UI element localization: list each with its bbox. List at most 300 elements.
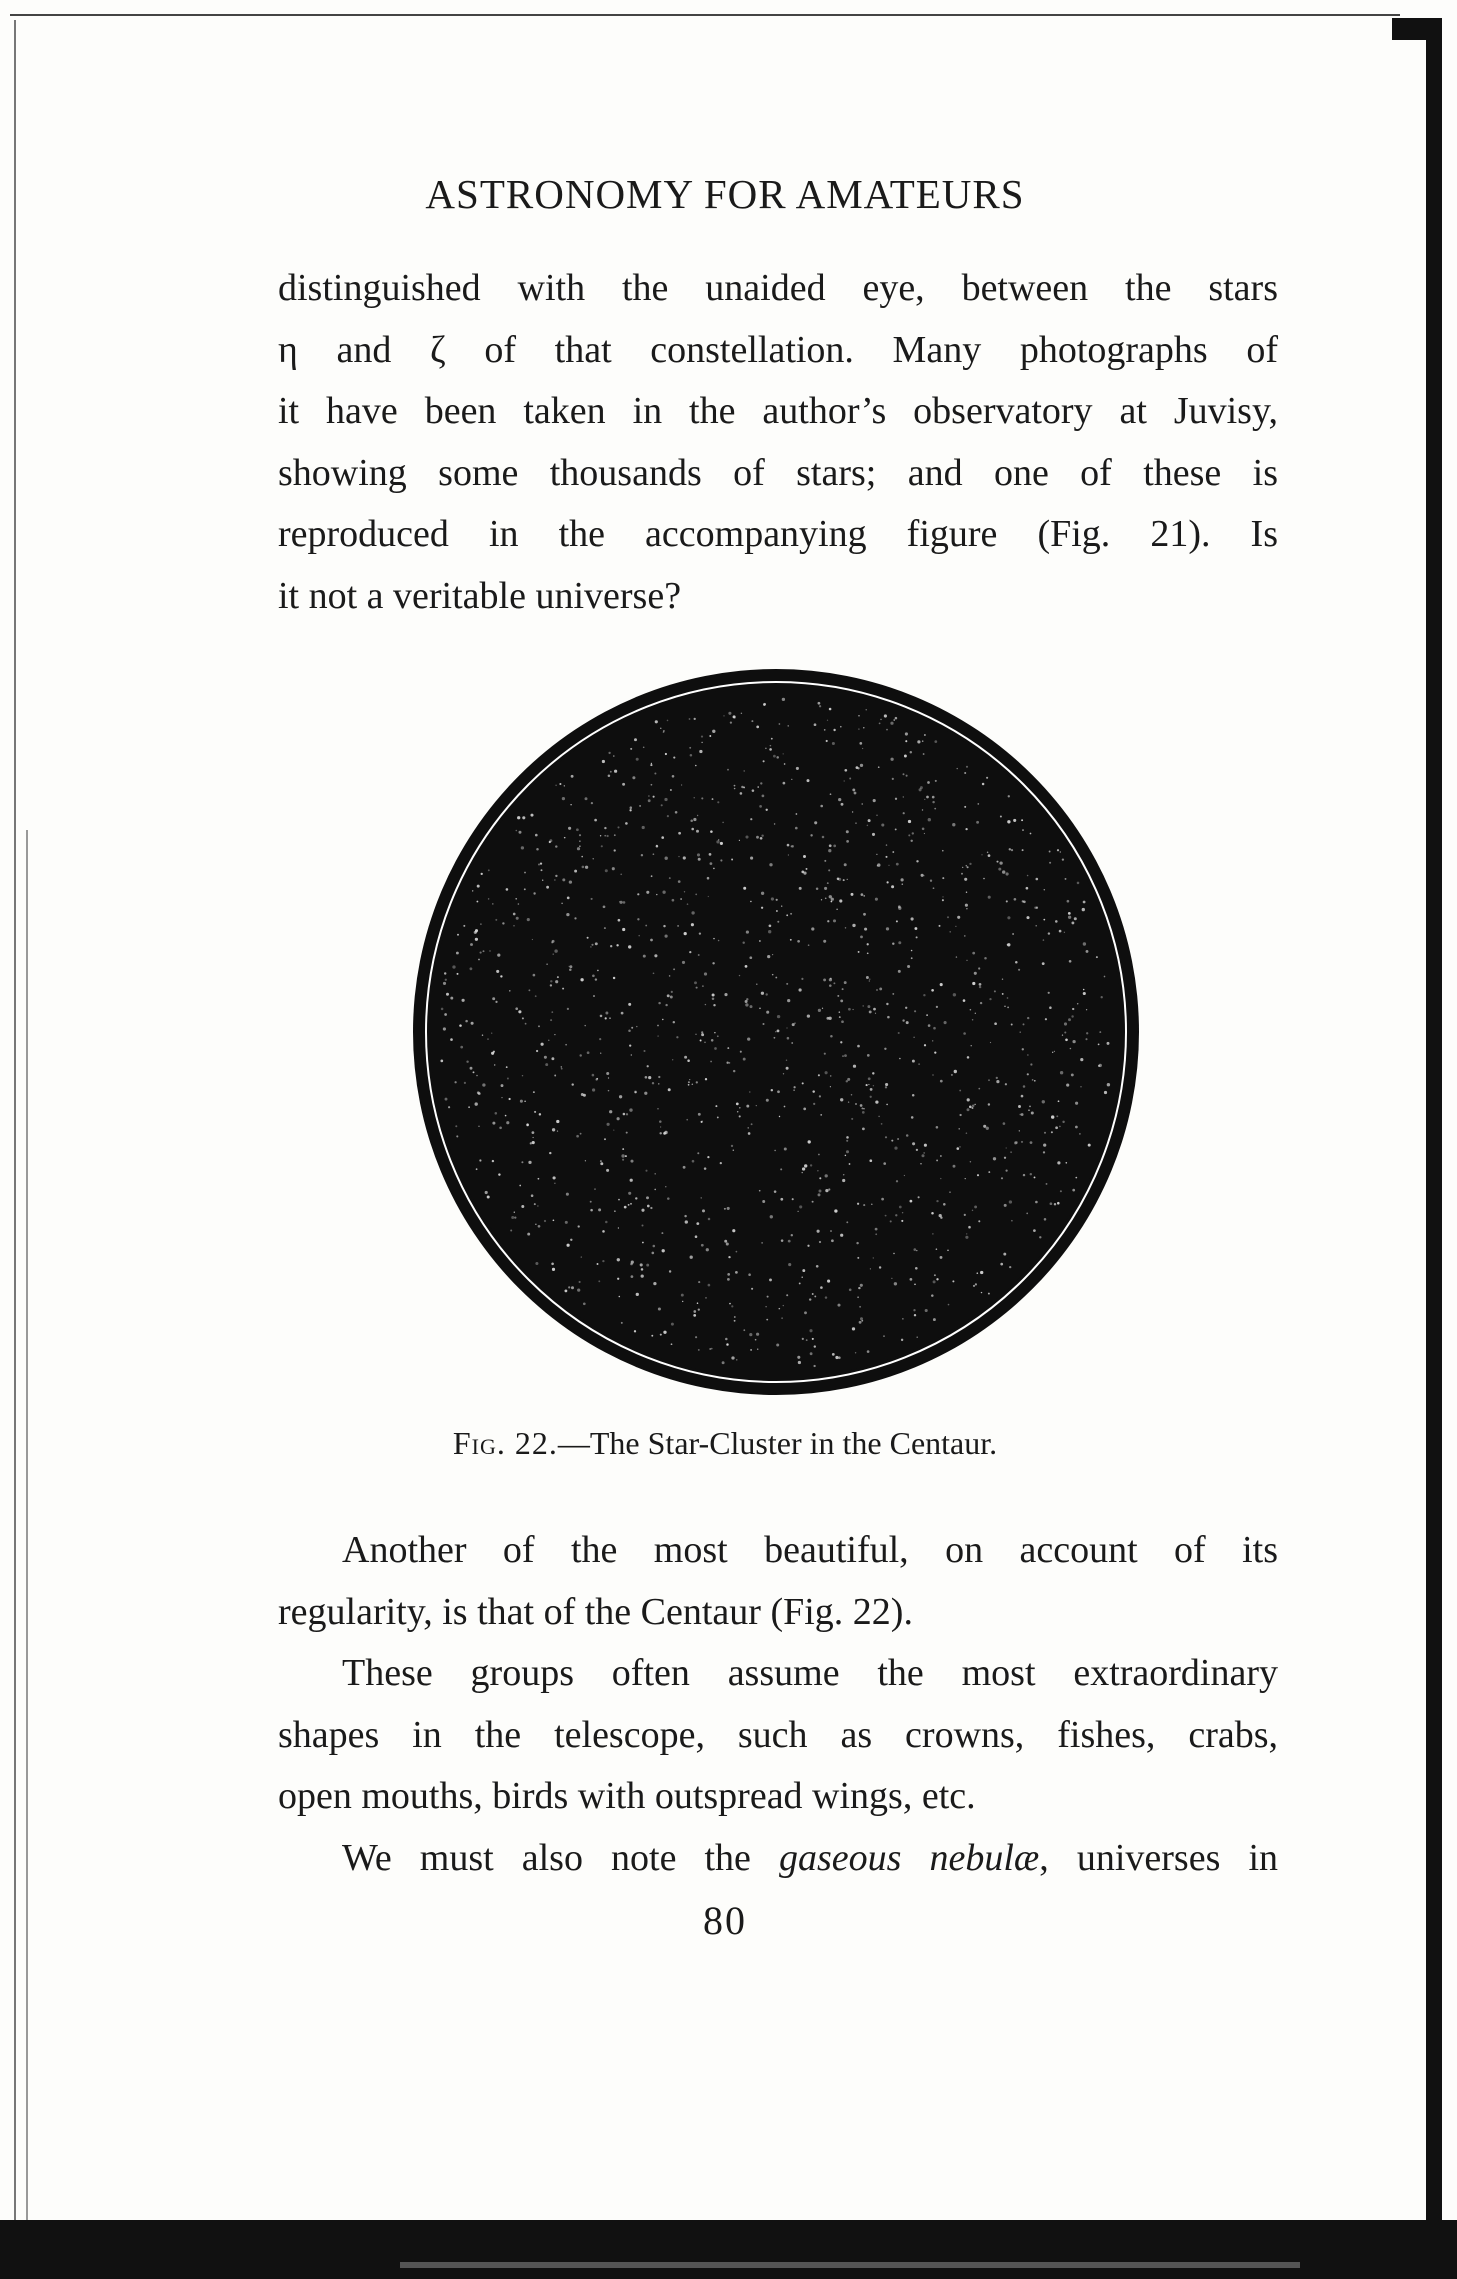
- star-dot: [1042, 1100, 1045, 1103]
- star-dot: [676, 1036, 678, 1038]
- star-dot: [699, 932, 701, 934]
- star-dot: [820, 1286, 823, 1289]
- star-dot: [473, 1071, 475, 1073]
- star-dot: [840, 1041, 842, 1043]
- star-dot: [949, 1192, 950, 1193]
- star-dot: [878, 1116, 880, 1118]
- star-dot: [551, 1011, 553, 1013]
- star-dot: [606, 835, 608, 837]
- star-dot: [766, 1011, 769, 1014]
- star-dot: [678, 880, 681, 883]
- scan-edge-bottom: [0, 2220, 1457, 2279]
- star-dot: [761, 892, 764, 895]
- star-dot: [476, 1168, 478, 1170]
- star-dot: [477, 885, 480, 888]
- star-dot: [541, 1043, 544, 1046]
- star-dot: [1043, 919, 1045, 921]
- star-dot: [1015, 1141, 1018, 1144]
- star-dot: [540, 862, 542, 864]
- star-dot: [898, 970, 901, 973]
- star-dot: [761, 907, 763, 909]
- star-dot: [709, 735, 711, 737]
- star-dot: [598, 1280, 600, 1282]
- star-dot: [814, 1345, 816, 1347]
- star-dot: [1027, 1054, 1028, 1055]
- star-dot: [757, 786, 759, 788]
- star-dot: [682, 961, 685, 964]
- star-dot: [667, 994, 670, 997]
- star-dot: [942, 850, 944, 852]
- star-dot: [1057, 849, 1059, 851]
- star-dot: [913, 1248, 916, 1251]
- star-dot: [709, 1348, 711, 1350]
- star-dot: [491, 1052, 494, 1055]
- star-dot: [983, 878, 985, 880]
- star-dot: [816, 888, 819, 891]
- star-dot: [681, 1294, 684, 1297]
- star-dot: [766, 1319, 768, 1321]
- star-dot: [846, 1140, 848, 1142]
- star-dot: [657, 1035, 658, 1036]
- star-dot: [1004, 1204, 1007, 1207]
- star-dot: [1027, 1073, 1029, 1075]
- star-dot: [849, 778, 851, 780]
- star-dot: [606, 1072, 609, 1075]
- star-dot: [922, 809, 923, 810]
- star-dot: [931, 1294, 934, 1297]
- star-dot: [566, 1193, 569, 1196]
- star-dot: [959, 1090, 961, 1092]
- star-dot: [554, 879, 555, 880]
- star-dot: [810, 834, 812, 836]
- star-dot: [860, 936, 863, 939]
- star-dot: [552, 1268, 555, 1271]
- star-dot: [583, 1094, 586, 1097]
- star-dot: [581, 1256, 582, 1257]
- star-dot: [501, 1084, 504, 1087]
- star-dot: [896, 920, 898, 922]
- star-dot: [597, 1263, 599, 1265]
- star-dot: [1007, 1007, 1009, 1009]
- star-dot: [450, 1038, 453, 1041]
- star-dot: [964, 1214, 966, 1216]
- star-dot: [669, 975, 671, 977]
- star-dot: [788, 854, 789, 855]
- star-dot: [818, 1009, 821, 1012]
- star-dot: [783, 1073, 784, 1074]
- star-dot: [671, 1323, 674, 1326]
- star-dot: [842, 988, 844, 990]
- star-dot: [664, 798, 667, 801]
- star-dot: [711, 1348, 713, 1350]
- star-dot: [934, 1051, 936, 1053]
- star-dot: [691, 828, 694, 831]
- star-dot: [634, 1330, 636, 1332]
- star-dot: [1107, 1042, 1110, 1045]
- star-dot: [818, 1074, 820, 1076]
- star-dot: [854, 792, 857, 795]
- paragraph-1: [278, 258, 1278, 627]
- star-dot: [1060, 1071, 1063, 1074]
- star-dot: [802, 1172, 803, 1173]
- star-dot: [485, 1191, 488, 1194]
- star-dot: [1065, 1162, 1067, 1164]
- star-dot: [607, 1123, 610, 1126]
- star-dot: [702, 1120, 703, 1121]
- star-dot: [760, 837, 763, 840]
- star-dot: [562, 878, 565, 881]
- star-dot: [694, 981, 697, 984]
- star-dot: [661, 1232, 663, 1234]
- star-dot: [829, 984, 832, 987]
- star-dot: [662, 1019, 663, 1020]
- star-dot: [773, 755, 776, 758]
- star-dot: [600, 1015, 603, 1018]
- star-dot: [661, 804, 663, 806]
- star-dot: [930, 880, 932, 882]
- text-line: reproduced in the accompanying figure (Fig. 21). Is: [278, 513, 1278, 555]
- star-dot: [896, 863, 899, 866]
- star-dot: [1074, 917, 1077, 920]
- star-dot: [535, 1262, 538, 1265]
- star-dot: [811, 927, 814, 930]
- star-dot: [1056, 1115, 1058, 1117]
- star-dot: [914, 927, 917, 930]
- star-dot: [875, 1228, 878, 1231]
- star-dot: [443, 982, 446, 985]
- star-dot: [906, 1134, 909, 1137]
- star-dot: [862, 1128, 865, 1131]
- star-dot: [1065, 1038, 1068, 1041]
- star-dot: [579, 1054, 581, 1056]
- star-dot: [647, 1205, 650, 1208]
- star-dot: [641, 1224, 643, 1226]
- star-dot: [828, 849, 831, 852]
- star-dot: [1043, 1143, 1046, 1146]
- star-cluster-illustration: [411, 664, 1141, 1399]
- star-dot: [640, 1263, 643, 1266]
- star-dot: [502, 922, 504, 924]
- star-dot: [1032, 1079, 1034, 1081]
- star-dot: [746, 998, 748, 1000]
- star-dot: [885, 1215, 887, 1217]
- text-line: η and ζ of that constellation. Many photographs of: [278, 328, 1278, 371]
- star-dot: [1011, 1024, 1013, 1026]
- star-dot: [895, 798, 897, 800]
- star-dot: [788, 725, 789, 726]
- star-dot: [591, 802, 593, 804]
- star-dot: [593, 995, 595, 997]
- star-dot: [621, 1322, 623, 1324]
- star-dot: [564, 837, 566, 839]
- star-dot: [567, 1008, 569, 1010]
- star-dot: [632, 776, 635, 779]
- star-dot: [457, 934, 459, 936]
- star-dot: [468, 1106, 470, 1108]
- star-dot: [620, 901, 623, 904]
- star-dot: [844, 981, 847, 984]
- star-dot: [912, 1060, 915, 1063]
- star-dot: [728, 712, 731, 715]
- star-dot: [998, 868, 1001, 871]
- star-dot: [534, 1203, 536, 1205]
- star-dot: [864, 928, 867, 931]
- star-dot: [867, 952, 869, 954]
- star-dot: [860, 764, 863, 767]
- star-dot: [983, 1125, 986, 1128]
- star-dot: [833, 729, 835, 731]
- star-dot: [1029, 1106, 1031, 1108]
- star-dot: [896, 1180, 898, 1182]
- star-dot: [895, 828, 897, 830]
- star-dot: [817, 1230, 820, 1233]
- star-dot: [479, 1159, 481, 1161]
- star-dot: [819, 1241, 821, 1243]
- star-dot: [981, 1292, 982, 1293]
- star-dot: [704, 1167, 707, 1170]
- star-dot: [947, 916, 949, 918]
- star-dot: [996, 861, 998, 863]
- star-dot: [925, 1309, 928, 1312]
- star-dot: [729, 1303, 731, 1305]
- star-dot: [881, 1198, 884, 1201]
- star-dot: [459, 1024, 462, 1027]
- star-dot: [450, 997, 453, 1000]
- star-dot: [868, 1084, 869, 1085]
- star-dot: [727, 769, 729, 771]
- star-dot: [814, 723, 817, 726]
- star-dot: [791, 1234, 793, 1236]
- star-dot: [728, 1256, 730, 1258]
- star-dot: [693, 818, 696, 821]
- star-dot: [684, 1056, 687, 1059]
- star-dot: [630, 748, 632, 750]
- star-dot: [914, 1283, 916, 1285]
- star-dot: [756, 1333, 759, 1336]
- star-dot: [977, 803, 979, 805]
- star-dot: [1069, 960, 1072, 963]
- star-dot: [846, 1150, 849, 1153]
- star-dot: [809, 1298, 811, 1300]
- star-dot: [594, 1188, 595, 1189]
- star-dot: [974, 972, 977, 975]
- star-dot: [879, 723, 881, 725]
- star-dot: [818, 1193, 821, 1196]
- star-dot: [803, 872, 806, 875]
- star-dot: [592, 1074, 595, 1077]
- star-dot: [544, 1220, 546, 1222]
- star-dot: [766, 993, 768, 995]
- star-dot: [522, 816, 525, 819]
- star-dot: [786, 1067, 789, 1070]
- star-dot: [530, 1142, 532, 1144]
- star-dot: [736, 1103, 739, 1106]
- star-dot: [755, 1339, 757, 1341]
- star-dot: [843, 879, 845, 881]
- star-dot: [629, 1108, 632, 1111]
- star-dot: [617, 1117, 620, 1120]
- star-dot: [856, 1242, 858, 1244]
- star-dot: [969, 863, 971, 865]
- star-dot: [595, 978, 597, 980]
- star-dot: [557, 976, 559, 978]
- star-dot: [671, 991, 673, 993]
- star-dot: [839, 899, 842, 902]
- star-dot: [587, 1051, 590, 1054]
- star-dot: [940, 1155, 942, 1157]
- star-dot: [496, 970, 499, 973]
- star-dot: [762, 1023, 764, 1025]
- star-dot: [989, 998, 991, 1000]
- star-dot: [934, 1274, 936, 1276]
- star-dot: [705, 1004, 706, 1005]
- star-dot: [1104, 976, 1106, 978]
- star-dot: [1023, 1174, 1025, 1176]
- star-dot: [932, 796, 935, 799]
- star-dot: [1009, 1200, 1012, 1203]
- star-dot: [595, 942, 598, 945]
- star-dot: [1048, 992, 1050, 994]
- star-dot: [720, 1162, 722, 1164]
- star-dot: [660, 1126, 661, 1127]
- star-dot: [922, 828, 925, 831]
- star-dot: [759, 940, 761, 942]
- star-dot: [635, 1197, 637, 1199]
- star-dot: [749, 956, 752, 959]
- star-dot: [552, 1128, 555, 1131]
- star-dot: [788, 1240, 791, 1243]
- star-dot: [701, 1033, 704, 1036]
- star-dot: [506, 1066, 508, 1068]
- star-dot: [646, 891, 649, 894]
- star-dot: [942, 877, 944, 879]
- star-dot: [1098, 1044, 1100, 1046]
- star-dot: [1030, 1173, 1032, 1175]
- star-dot: [1071, 921, 1074, 924]
- star-dot: [656, 845, 659, 848]
- star-dot: [713, 868, 715, 870]
- star-dot: [696, 1222, 699, 1225]
- star-dot: [1001, 1177, 1003, 1179]
- star-dot: [956, 956, 957, 957]
- star-dot: [924, 734, 926, 736]
- star-dot: [521, 846, 524, 849]
- star-dot: [551, 1263, 554, 1266]
- star-dot: [869, 980, 870, 981]
- star-dot: [636, 1293, 639, 1296]
- star-dot: [724, 993, 727, 996]
- star-dot: [570, 1239, 572, 1241]
- star-dot: [702, 1209, 705, 1212]
- star-dot: [555, 785, 557, 787]
- star-dot: [515, 1007, 518, 1010]
- star-dot: [1065, 878, 1067, 880]
- star-dot: [829, 978, 832, 981]
- star-dot: [873, 1085, 874, 1086]
- star-dot: [906, 775, 908, 777]
- star-dot: [775, 977, 777, 979]
- star-dot: [566, 913, 569, 916]
- star-dot: [868, 819, 871, 822]
- star-dot: [1028, 1110, 1029, 1111]
- star-dot: [727, 1278, 730, 1281]
- star-dot: [569, 965, 572, 968]
- star-dot: [902, 1212, 903, 1213]
- star-dot: [582, 866, 585, 869]
- star-dot: [792, 1198, 794, 1200]
- star-dot: [901, 1339, 903, 1341]
- text-line: regularity, is that of the Centaur (Fig. 22).: [278, 1590, 913, 1633]
- star-dot: [561, 1066, 563, 1068]
- star-dot: [891, 1278, 892, 1279]
- star-dot: [513, 913, 516, 916]
- star-dot: [855, 822, 856, 823]
- star-dot: [711, 1039, 714, 1042]
- star-dot: [867, 1005, 870, 1008]
- star-dot: [939, 925, 941, 927]
- star-dot: [557, 1130, 558, 1131]
- star-dot: [886, 729, 888, 731]
- star-dot: [591, 898, 593, 900]
- star-dot: [787, 1037, 790, 1040]
- star-dot: [1011, 1220, 1013, 1222]
- star-dot: [585, 1160, 586, 1161]
- star-dot: [899, 1058, 901, 1060]
- star-dot: [631, 1054, 632, 1055]
- star-dot: [936, 1126, 939, 1129]
- star-dot: [641, 854, 643, 856]
- star-dot: [819, 1177, 821, 1179]
- star-dot: [745, 1003, 748, 1006]
- text-line: open mouths, birds with outspread wings, etc.: [278, 1775, 976, 1817]
- star-dot: [779, 1116, 780, 1117]
- star-dot: [744, 770, 745, 771]
- star-dot: [936, 1248, 938, 1250]
- star-dot: [1004, 1006, 1005, 1007]
- star-dot: [779, 1308, 781, 1310]
- star-dot: [590, 1201, 592, 1203]
- star-dot: [708, 1284, 711, 1287]
- star-dot: [452, 965, 455, 968]
- star-dot: [628, 1003, 631, 1006]
- star-dot: [552, 940, 555, 943]
- star-dot: [796, 767, 799, 770]
- star-dot: [645, 1076, 648, 1079]
- star-dot: [858, 715, 860, 717]
- star-dot: [574, 917, 576, 919]
- star-dot: [600, 835, 601, 836]
- star-dot: [852, 924, 855, 927]
- star-dot: [456, 952, 459, 955]
- star-dot: [670, 996, 673, 999]
- star-dot: [454, 1081, 456, 1083]
- star-dot: [851, 893, 854, 896]
- star-dot: [885, 1083, 888, 1086]
- star-dot: [642, 1242, 644, 1244]
- star-dot: [658, 1002, 660, 1004]
- star-dot: [642, 826, 645, 829]
- star-dot: [818, 1154, 820, 1156]
- star-dot: [626, 1132, 628, 1134]
- star-dot: [807, 779, 810, 782]
- text-line: distinguished with the unaided eye, between the stars: [278, 267, 1278, 309]
- star-dot: [456, 1135, 458, 1137]
- star-dot: [814, 1295, 816, 1297]
- star-dot: [1064, 1031, 1066, 1033]
- star-dot: [952, 823, 955, 826]
- star-dot: [623, 901, 626, 904]
- star-dot: [554, 1034, 555, 1035]
